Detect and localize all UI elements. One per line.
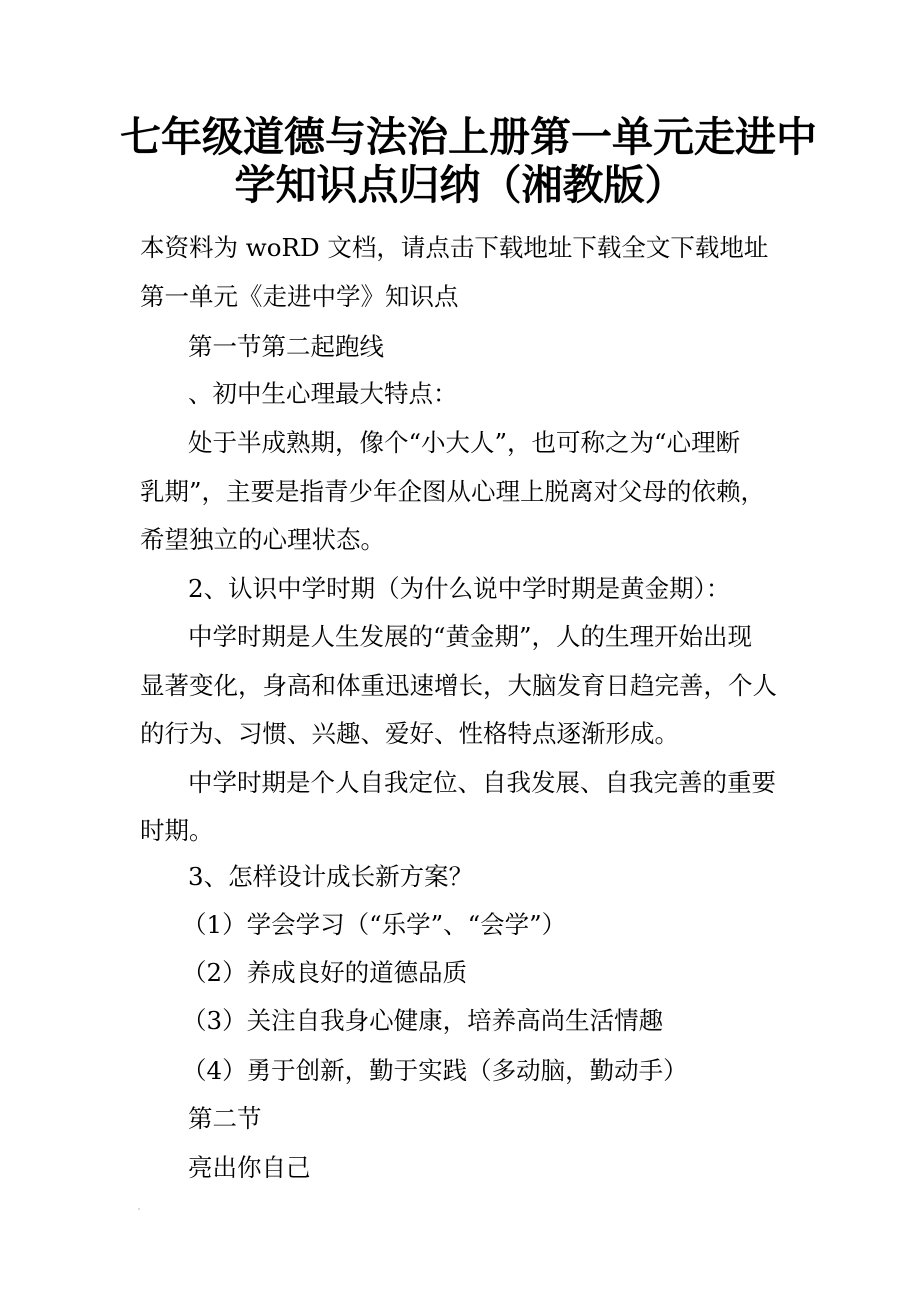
question-2-paragraph-1-line-2: 显著变化，身高和体重迅速增长，大脑发育日趋完善，个人: [140, 671, 777, 700]
question-2-paragraph-1-line-3: 的行为、习惯、兴趣、爱好、性格特点逐渐形成。: [140, 719, 679, 748]
question-1-paragraph-line-2: 乳期”，主要是指青少年企图从心理上脱离对父母的依赖，: [140, 477, 766, 506]
question-2-heading: 2、认识中学时期（为什么说中学时期是黄金期）：: [188, 574, 731, 603]
section-2-heading: 第二节: [188, 1104, 262, 1133]
question-1-heading: 、初中生心理最大特点：: [188, 379, 458, 408]
question-2-paragraph-1-line-1: 中学时期是人生发展的“黄金期”，人的生理开始出现: [188, 622, 753, 651]
list-item: （1）学会学习（“乐学”、“会学”）: [182, 910, 567, 939]
question-2-paragraph-2-line-1: 中学时期是个人自我定位、自我发展、自我完善的重要: [188, 768, 776, 797]
question-1-paragraph-line-1: 处于半成熟期，像个“小大人”，也可称之为“心理断: [188, 428, 741, 457]
document-title-line-2: 学知识点归纳（湘教版）: [234, 161, 686, 209]
question-3-heading: 3、怎样设计成长新方案？: [188, 862, 474, 891]
section-2-subheading: 亮出你自己: [188, 1153, 311, 1182]
document-title-line-1: 七年级道德与法治上册第一单元走进中: [120, 113, 817, 161]
list-item: （2）养成良好的道德品质: [182, 958, 468, 987]
list-item: （4）勇于创新，勤于实践（多动脑，勤动手）: [182, 1056, 688, 1085]
list-item: （3）关注自我身心健康，培养高尚生活情趣: [182, 1006, 664, 1035]
question-1-paragraph-line-3: 希望独立的心理状态。: [140, 525, 385, 554]
question-2-paragraph-2-line-2: 时期。: [140, 816, 214, 845]
section-1-heading: 第一节第二起跑线: [188, 332, 384, 361]
page-speck: [138, 1208, 140, 1210]
intro-line-1: 本资料为 woRD 文档，请点击下载地址下载全文下载地址: [140, 233, 769, 262]
intro-line-2: 第一单元《走进中学》知识点: [140, 282, 459, 311]
